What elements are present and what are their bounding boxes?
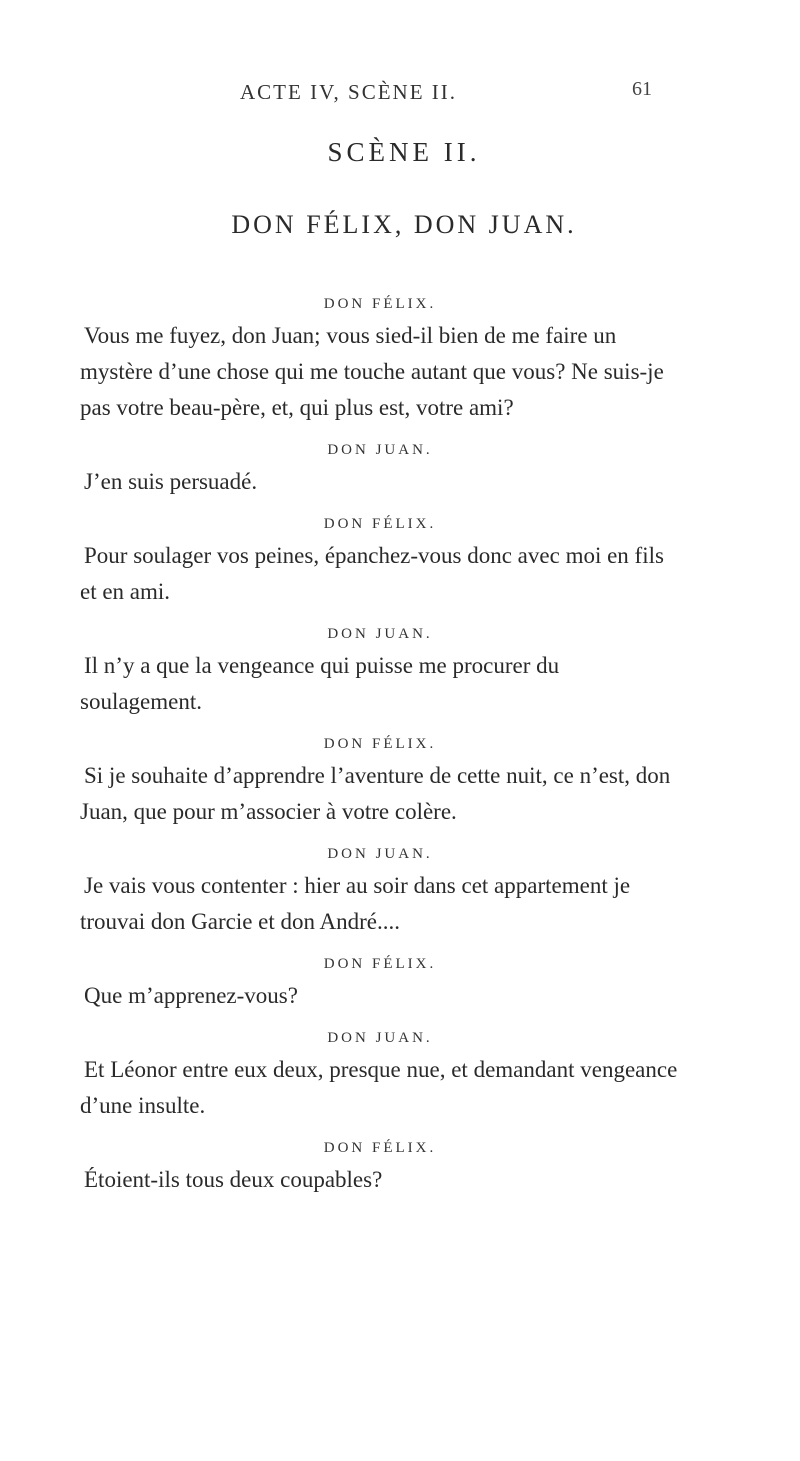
speech-text: Étoient-ils tous deux coupables? [84, 1167, 383, 1192]
speech-text: Si je souhaite d’apprendre l’aventure de cette nuit, ce n’est, don Juan, que pour m’associer à votre colère. [80, 763, 671, 824]
speaker-name: DON FÉLIX. [323, 296, 437, 312]
speech-block [80, 1024, 680, 1124]
speech-text: Que m’apprenez-vous? [84, 983, 298, 1008]
cast-list: DON FÉLIX, DON JUAN. [231, 210, 577, 239]
speaker-name: DON FÉLIX. [323, 516, 437, 532]
speech-block [80, 510, 680, 610]
speaker-name: DON JUAN. [327, 626, 433, 642]
speech-block [80, 290, 680, 426]
running-head: ACTE IV, SCÈNE II. [240, 80, 458, 104]
speech-block [80, 950, 680, 1014]
speaker-name: DON FÉLIX. [323, 956, 437, 972]
speaker-name: DON FÉLIX. [323, 736, 437, 752]
page-number: 61 [632, 78, 652, 100]
speaker-name: DON FÉLIX. [323, 1140, 437, 1156]
speech-block [80, 436, 680, 500]
speech-text: Il n’y a que la vengeance qui puisse me procurer du soulagement. [80, 653, 560, 714]
speech-text: Pour soulager vos peines, épanchez-vous donc avec moi en fils et en ami. [80, 543, 664, 604]
speaker-name: DON JUAN. [327, 846, 433, 862]
speech-block [80, 840, 680, 940]
speech-block [80, 1134, 680, 1198]
speech-text: J’en suis persuadé. [84, 469, 258, 494]
speech-text: Et Léonor entre eux deux, presque nue, et demandant vengeance d’une insulte. [80, 1057, 678, 1118]
speech-block [80, 730, 680, 830]
speaker-name: DON JUAN. [327, 442, 433, 458]
speech-block [80, 620, 680, 720]
dialogue [80, 280, 680, 1200]
speech-text: Je vais vous contenter : hier au soir dans cet appartement je trouvai don Garcie et don André.... [80, 873, 631, 934]
speaker-name: DON JUAN. [327, 1030, 433, 1046]
speech-text: Vous me fuyez, don Juan; vous sied-il bien de me faire un mystère d’une chose qui me touche autant que vous? Ne suis-je pas votre beau-père, et, qui plus est, votre ami? [80, 323, 664, 420]
scene-title: SCÈNE II. [327, 137, 481, 167]
